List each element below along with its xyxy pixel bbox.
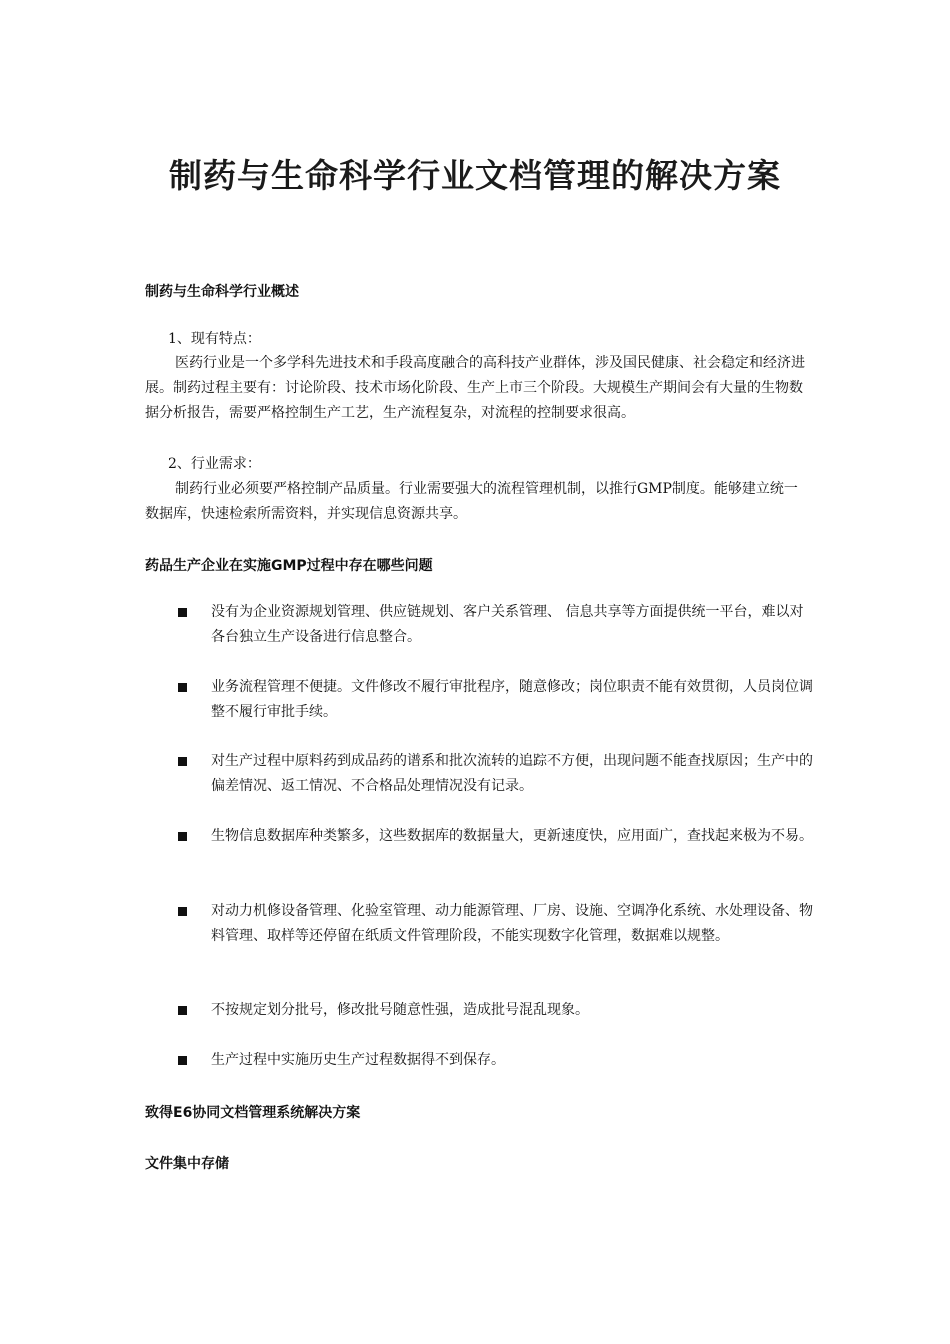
list-item-text: 对生产过程中原料药到成品药的谱系和批次流转的追踪不方便，出现问题不能查找原因；生产中的偏差情况、返工情况、不合格品处理情况没有记录。 (211, 753, 813, 794)
square-bullet-icon (178, 608, 187, 617)
section-heading-overview: 制药与生命科学行业概述 (145, 284, 299, 300)
list-item (178, 675, 813, 725)
square-bullet-icon (178, 832, 187, 841)
paragraph-industry-needs (145, 477, 805, 527)
square-bullet-icon (178, 757, 187, 766)
paragraph-industry-needs-text: 制药行业必须要严格控制产品质量。行业需要强大的流程管理机制，以推行GMP制度。能够建立统一数据库，快速检索所需资料，并实现信息资源共享。 (145, 481, 798, 522)
paragraph-current-features-text: 医药行业是一个多学科先进技术和手段高度融合的高科技产业群体，涉及国民健康、社会稳定和经济进展。制药过程主要有：讨论阶段、技术市场化阶段、生产上市三个阶段。大规模生产期间会有大量的生物数据分析报告，需要严格控制生产工艺，生产流程复杂，对流程的控制要求很高。 (145, 355, 805, 421)
list-item-text: 对动力机修设备管理、化验室管理、动力能源管理、厂房、设施、空调净化系统、水处理设备、物料管理、取样等还停留在纸质文件管理阶段，不能实现数字化管理，数据难以规整。 (211, 903, 813, 944)
list-item (178, 600, 813, 650)
paragraph-current-features (145, 351, 805, 426)
item-label-current-features: 1、现有特点： (168, 331, 261, 347)
list-item (178, 824, 813, 849)
section-heading-centralized-storage: 文件集中存储 (145, 1156, 229, 1172)
list-item (178, 899, 813, 949)
square-bullet-icon (178, 1006, 187, 1015)
square-bullet-icon (178, 1056, 187, 1065)
section-heading-e6-solution: 致得E6协同文档管理系统解决方案 (145, 1105, 361, 1121)
list-item-text: 业务流程管理不便捷。文件修改不履行审批程序，随意修改；岗位职责不能有效贯彻，人员岗位调整不履行审批手续。 (211, 679, 813, 720)
list-item-text: 不按规定划分批号，修改批号随意性强，造成批号混乱现象。 (211, 1002, 589, 1018)
document-title: 制药与生命科学行业文档管理的解决方案 (169, 156, 781, 195)
square-bullet-icon (178, 683, 187, 692)
list-item-text: 生产过程中实施历史生产过程数据得不到保存。 (211, 1052, 505, 1068)
list-item (178, 1048, 813, 1073)
list-item-text: 生物信息数据库种类繁多，这些数据库的数据量大，更新速度快，应用面广，查找起来极为不易。 (211, 828, 813, 844)
list-item-text: 没有为企业资源规划管理、供应链规划、客户关系管理、 信息共享等方面提供统一平台，难以对各台独立生产设备进行信息整合。 (211, 604, 804, 645)
item-label-industry-needs: 2、行业需求： (168, 456, 261, 472)
list-item (178, 998, 813, 1023)
square-bullet-icon (178, 907, 187, 916)
list-item (178, 749, 813, 799)
section-heading-gmp-problems: 药品生产企业在实施GMP过程中存在哪些问题 (145, 558, 433, 574)
